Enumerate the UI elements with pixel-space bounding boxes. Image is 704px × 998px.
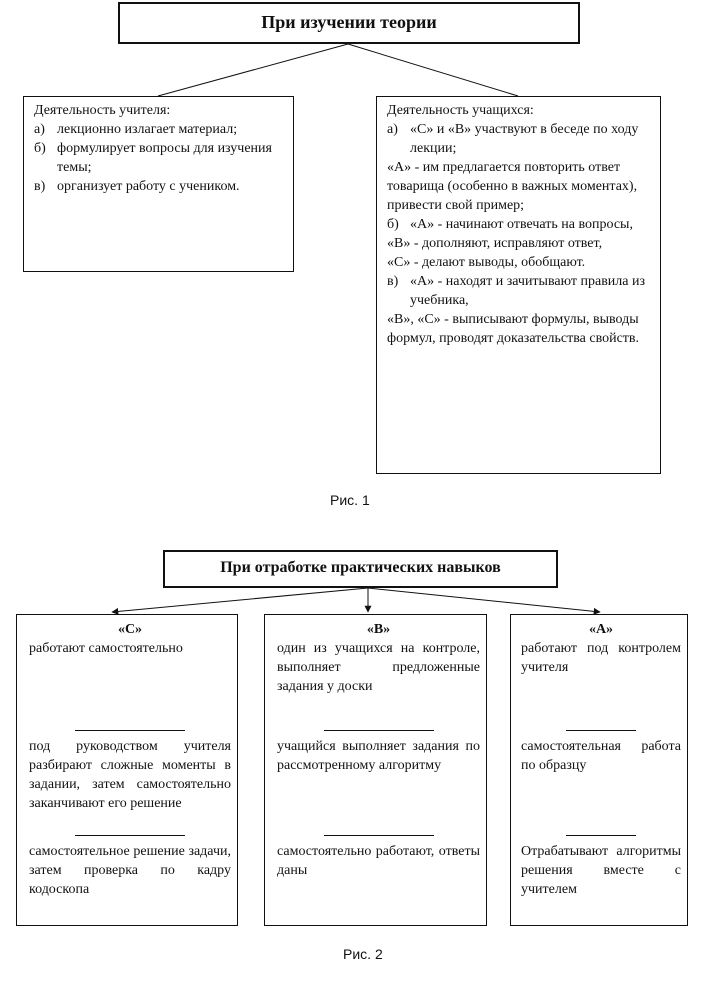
fig2-title: При отработке практических навыков — [220, 559, 501, 576]
students-line-b2: «В» - дополняют, исправляют ответ, — [387, 236, 603, 251]
teacher-item-b — [34, 139, 285, 177]
column-b-block-3: самостоятельно работают, ответы даны — [277, 844, 480, 878]
column-c — [16, 614, 238, 926]
fig2-connectors — [112, 588, 600, 612]
fig1-line-left — [158, 44, 348, 96]
students-line-b3: «С» - делают выводы, обобщают. — [387, 255, 586, 270]
fig1-line-right — [348, 44, 518, 96]
column-c-block-1: работают самостоятельно — [29, 641, 183, 656]
column-a-separator-1 — [566, 730, 636, 731]
column-a — [510, 614, 688, 926]
column-a-title: «А» — [588, 622, 614, 637]
student-activity-box — [376, 96, 661, 474]
fig2-arrow-right — [368, 588, 600, 612]
column-c-block-2: под руководством учителя разбирают сложные моменты в задании, затем самостоятельно заканчивают его решение — [29, 739, 231, 811]
students-item-b-text: «А» - начинают отвечать на вопросы, — [410, 217, 633, 232]
teacher-item-c-text: организует работу с учеником. — [57, 179, 240, 194]
students-line-c2: «В», «С» - выписывают формулы, выводы формул, проводят доказательства свойств. — [387, 312, 640, 346]
teacher-heading: Деятельность учителя: — [34, 103, 171, 118]
teacher-item-a-marker: а) — [34, 122, 45, 137]
column-b-separator-1 — [324, 730, 434, 731]
students-item-c — [387, 272, 650, 310]
fig1-title: При изучении теории — [261, 12, 437, 32]
column-a-block-2: самостоятельная работа по образцу — [521, 739, 681, 773]
students-heading: Деятельность учащихся: — [387, 103, 534, 118]
teacher-item-c-marker: в) — [34, 179, 46, 194]
students-item-a — [387, 120, 650, 158]
column-a-block-1: работают под контролем учителя — [521, 641, 681, 675]
column-b-block-2: учащийся выполняет задания по рассмотренному алгоритму — [277, 739, 480, 773]
column-b-block-1: один из учащихся на контроле, выполняет предложенные задания у доски — [277, 641, 480, 694]
fig1-caption: Рис. 1 — [330, 492, 370, 508]
students-item-a-text: «С» и «В» участвуют в беседе по ходу лекции; — [410, 122, 639, 156]
students-item-b-marker: б) — [387, 217, 399, 232]
teacher-activity-box — [23, 96, 294, 272]
column-c-block-3: самостоятельное решение задачи, затем проверка по кадру кодоскопа — [29, 844, 231, 897]
column-c-separator-1 — [75, 730, 185, 731]
teacher-item-c — [34, 177, 285, 196]
students-item-c-text: «А» - находят и зачитывают правила из учебника, — [410, 274, 646, 308]
students-item-a-marker: а) — [387, 122, 398, 137]
column-b — [264, 614, 487, 926]
teacher-item-b-text: формулирует вопросы для изучения темы; — [57, 141, 272, 175]
column-b-title: «В» — [366, 622, 391, 637]
fig2-title-box — [163, 550, 558, 588]
column-c-separator-2 — [75, 835, 185, 836]
column-c-title: «С» — [117, 622, 143, 637]
fig2-caption: Рис. 2 — [343, 946, 383, 962]
column-b-separator-2 — [324, 835, 434, 836]
students-item-c-marker: в) — [387, 274, 399, 289]
teacher-item-a-text: лекционно излагает материал; — [57, 122, 238, 137]
teacher-item-b-marker: б) — [34, 141, 46, 156]
fig1-connectors — [158, 44, 518, 96]
students-item-b — [387, 215, 650, 234]
fig1-title-box — [118, 2, 580, 44]
column-a-block-3: Отрабатывают алгоритмы решения вместе с учителем — [521, 844, 681, 897]
teacher-item-a — [34, 120, 285, 139]
students-line-a2: «А» - им предлагается повторить ответ товарища (особенно в важных моментах), привести свой пример; — [387, 160, 638, 213]
fig2-arrow-left — [112, 588, 368, 612]
column-a-separator-2 — [566, 835, 636, 836]
